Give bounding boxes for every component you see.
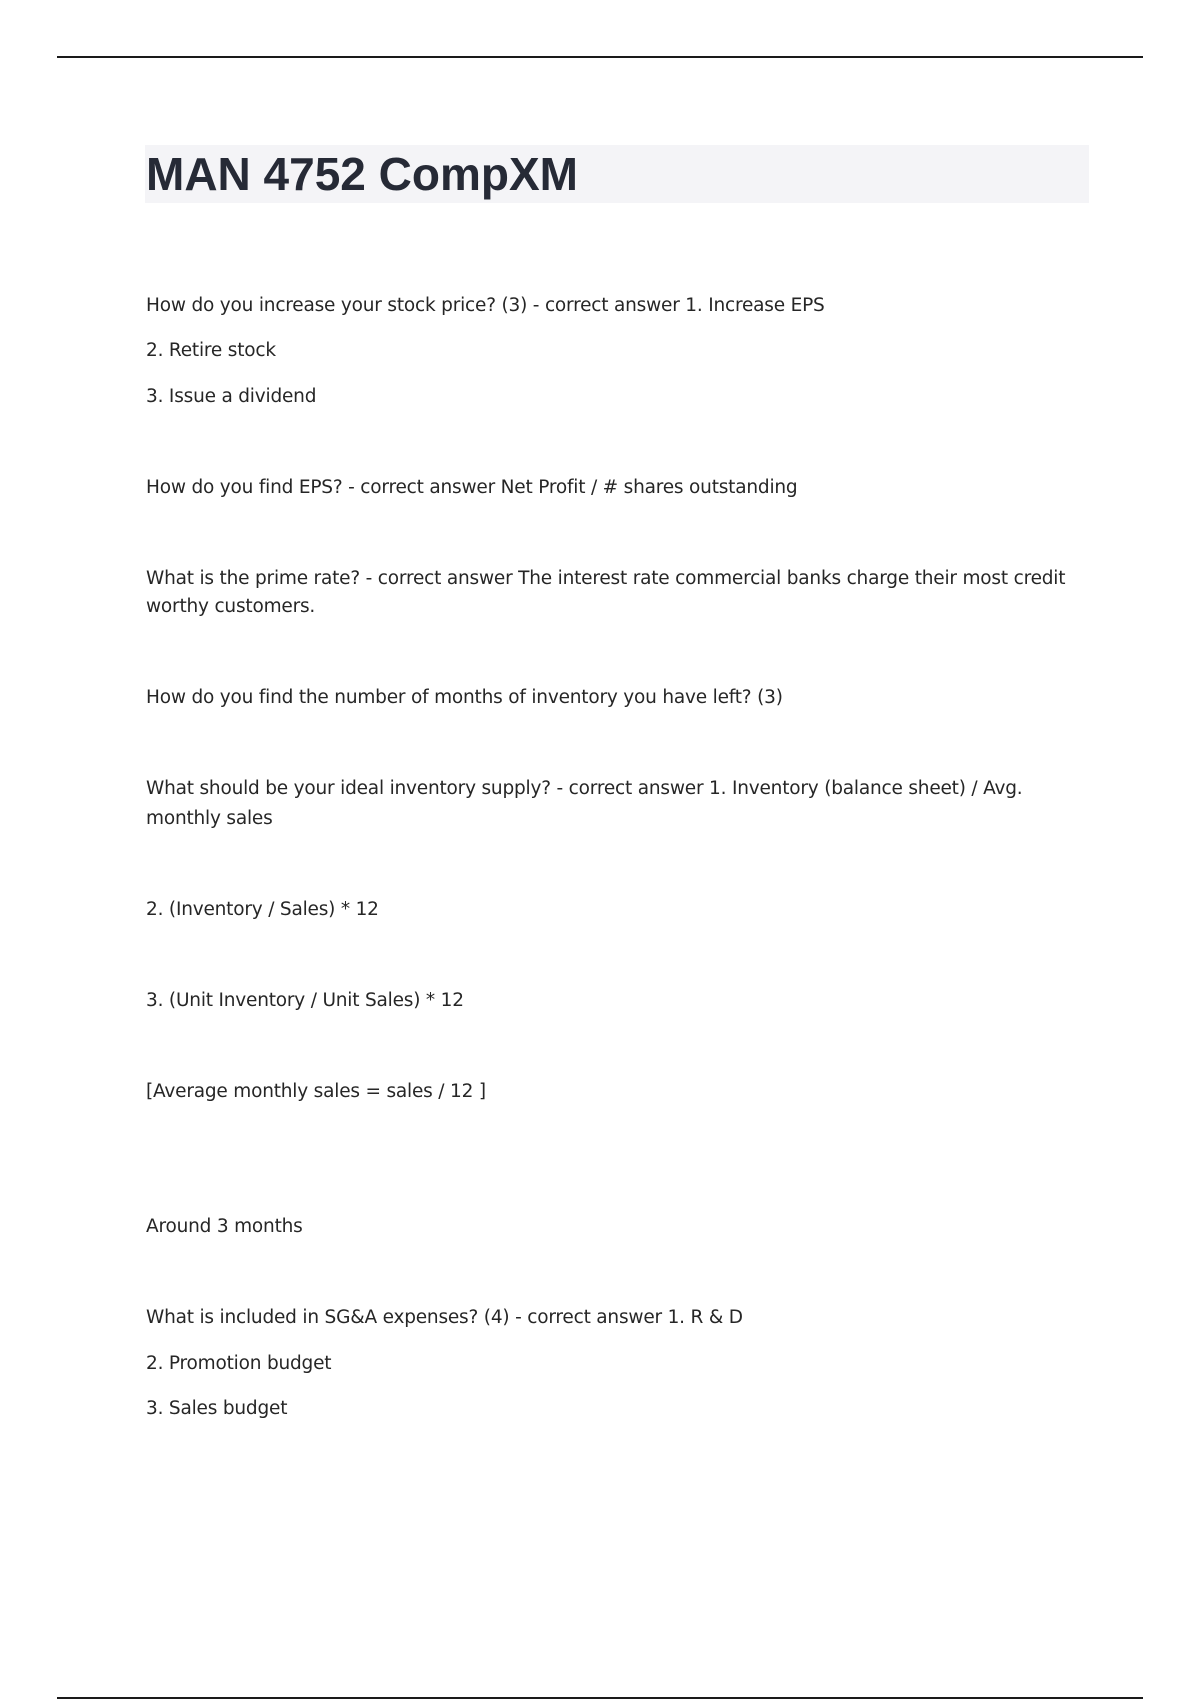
answer-continuation: monthly sales: [146, 808, 273, 829]
question-stock-price: How do you increase your stock price? (3) - correct answer 1. Increase EPS: [146, 295, 825, 316]
answer-line: 2. (Inventory / Sales) * 12: [146, 899, 379, 920]
footer-rule: [57, 1697, 1143, 1699]
question-ideal-inventory: What should be your ideal inventory supply? - correct answer 1. Inventory (balance sheet) / Avg.: [146, 778, 1023, 799]
question-eps: How do you find EPS? - correct answer Net Profit / # shares outstanding: [146, 477, 798, 498]
answer-continuation: worthy customers.: [146, 596, 316, 617]
question-months-inventory: How do you find the number of months of inventory you have left? (3): [146, 687, 783, 708]
document-title: MAN 4752 CompXM: [146, 148, 578, 200]
question-sga: What is included in SG&A expenses? (4) - correct answer 1. R & D: [146, 1307, 743, 1328]
answer-line: 2. Retire stock: [146, 340, 276, 361]
answer-line: 3. Issue a dividend: [146, 386, 317, 407]
note-line: [Average monthly sales = sales / 12 ]: [146, 1081, 486, 1102]
answer-line: 3. (Unit Inventory / Unit Sales) * 12: [146, 990, 464, 1011]
answer-line: 3. Sales budget: [146, 1398, 288, 1419]
question-prime-rate: What is the prime rate? - correct answer The interest rate commercial banks charge their most credit: [146, 568, 1066, 589]
header-rule: [57, 56, 1143, 58]
answer-line: Around 3 months: [146, 1216, 303, 1237]
answer-line: 2. Promotion budget: [146, 1353, 332, 1374]
